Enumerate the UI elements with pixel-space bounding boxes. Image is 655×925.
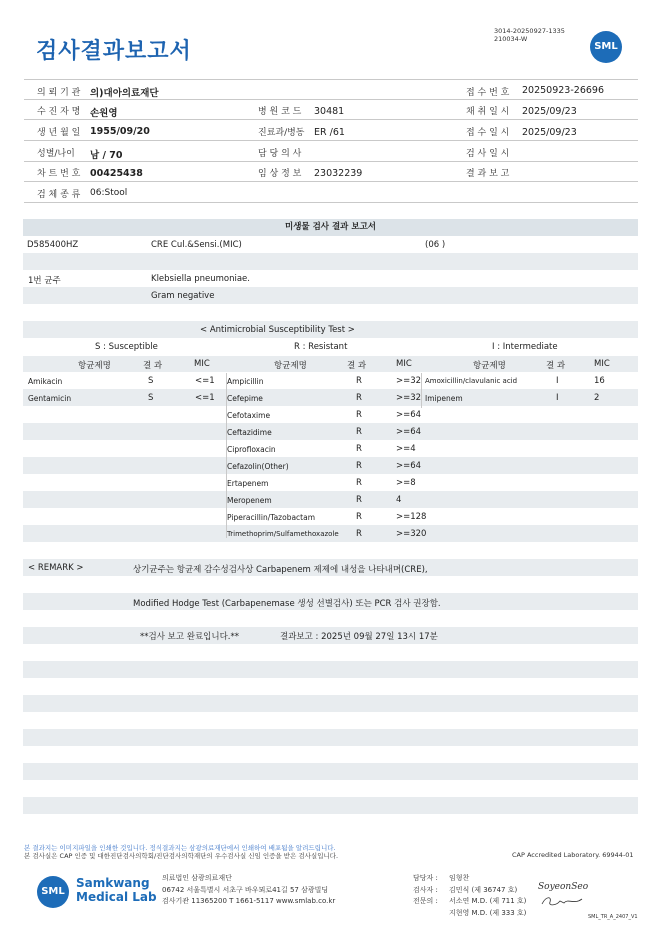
institution-value: 의)대아의료재단	[90, 88, 159, 99]
drug-name: Meropenem	[227, 496, 272, 505]
footer-blue-note: 본 결과지는 이미지파일을 인쇄한 것입니다. 정식결과지는 삼광의료재단에서 인쇄하여 배포됨을 알려드립니다.	[24, 844, 336, 852]
signature: SoyeonSeo	[538, 882, 589, 892]
drug-name: Ertapenem	[227, 479, 269, 488]
row-band	[23, 389, 638, 406]
column-header: 결 과	[546, 361, 566, 371]
test-name: CRE Cul.&Sensi.(MIC)	[151, 240, 242, 250]
drug-mic: <=1	[195, 376, 215, 386]
field-label: 성별/나이	[37, 149, 75, 159]
drug-mic: >=128	[396, 512, 427, 522]
row-band	[23, 729, 638, 746]
column-header: 항균제명	[274, 361, 307, 371]
section-title: 미생물 검사 결과 보고서	[23, 219, 638, 236]
footer-cap-note: CAP Accredited Laboratory. 69944-01	[512, 851, 634, 859]
divider	[24, 181, 638, 182]
organism-gram: Gram negative	[151, 291, 215, 301]
row-band	[23, 661, 638, 678]
field-label: 의 뢰 기 관	[37, 88, 81, 98]
birth-date: 1955/09/20	[90, 126, 150, 137]
row-band	[23, 457, 638, 474]
drug-mic: >=64	[396, 410, 422, 420]
drug-mic: >=4	[396, 444, 416, 454]
patient-name: 손원영	[90, 108, 118, 119]
drug-name: Ciprofloxacin	[227, 445, 276, 454]
staff-row	[413, 908, 526, 920]
form-code: SML_TR_A_2407_V1	[588, 914, 638, 920]
row-band	[23, 423, 638, 440]
column-header: MIC	[594, 359, 610, 369]
drug-result: S	[148, 393, 154, 403]
staff-row	[413, 896, 526, 908]
clinical-info: 23032239	[314, 168, 363, 179]
drug-mic: <=1	[195, 393, 215, 403]
signature-scribble	[540, 894, 584, 908]
staff-role: 전문의 :	[413, 897, 438, 905]
drug-name: Amoxicillin/clavulanic acid	[425, 377, 518, 385]
field-label: 결 과 보 고	[466, 169, 510, 179]
drug-result: I	[556, 393, 559, 403]
row-band	[23, 287, 638, 304]
org-info	[162, 873, 335, 908]
staff-row	[413, 885, 526, 897]
drug-name: Imipenem	[425, 394, 463, 403]
legend-susceptible: S : Susceptible	[95, 342, 158, 352]
drug-mic: >=320	[396, 529, 427, 539]
document-id-line: 210034-W	[494, 35, 528, 43]
hospital-code: 30481	[314, 106, 345, 117]
drug-result: S	[148, 376, 154, 386]
drug-name: Cefepime	[227, 394, 263, 403]
test-suffix: (06 )	[425, 240, 446, 250]
complete-text: **검사 보고 완료입니다.**	[140, 632, 240, 642]
field-label: 접 수 번 호	[466, 88, 510, 98]
divider	[24, 202, 638, 203]
drug-result: R	[356, 529, 362, 539]
divider	[24, 79, 638, 80]
drug-mic: >=32	[396, 393, 422, 403]
column-divider	[421, 373, 422, 408]
field-label: 채 취 일 시	[466, 107, 510, 117]
brand-name	[76, 876, 157, 904]
remark-line: Modified Hodge Test (Carbapenemase 생성 선별검사) 또는 PCR 검사 권장함.	[133, 599, 441, 609]
drug-result: I	[556, 376, 559, 386]
divider	[24, 99, 638, 100]
field-label: 임 상 정 보	[258, 169, 302, 179]
staff-role: 담당자 :	[413, 874, 438, 882]
collection-date: 2025/09/23	[522, 106, 577, 117]
staff-name: 서소연 M.D. (제 711 호)	[449, 897, 527, 905]
report-title: 검사결과보고서	[36, 39, 192, 64]
column-header: 결 과	[143, 361, 163, 371]
drug-mic: 16	[594, 376, 605, 386]
org-address: 06742 서울특별시 서초구 바우뫼로41길 57 삼광빌딩	[162, 885, 329, 894]
specimen-type: 06:Stool	[90, 188, 128, 198]
staff-row	[413, 873, 526, 885]
column-header: 결 과	[347, 361, 367, 371]
divider	[24, 119, 638, 120]
drug-result: R	[356, 461, 362, 471]
drug-name: Piperacillin/Tazobactam	[227, 513, 316, 522]
drug-name: Ampicillin	[227, 377, 264, 386]
row-band	[23, 253, 638, 270]
field-label: 생 년 월 일	[37, 128, 81, 138]
drug-mic: 4	[396, 495, 402, 505]
field-label: 병 원 코 드	[258, 107, 302, 117]
org-contact: 검사기관 11365200 T 1661-5117 www.smlab.co.kr	[162, 897, 336, 905]
drug-name: Trimethoprim/Sulfamethoxazole	[227, 530, 339, 538]
chart-number: 00425438	[90, 168, 143, 179]
sex-age: 남 / 70	[90, 150, 123, 161]
legend-intermediate: I : Intermediate	[492, 342, 558, 352]
department-ward: ER /61	[314, 127, 345, 138]
ast-title: < Antimicrobial Susceptibility Test >	[200, 325, 355, 335]
staff-list	[413, 873, 526, 919]
staff-role: 검사자 :	[413, 885, 438, 894]
org-name: 의료법인 삼광의료재단	[162, 874, 232, 882]
brand-line: Medical Lab	[76, 890, 157, 904]
column-header: MIC	[194, 359, 210, 369]
column-header: 항균제명	[473, 361, 506, 371]
accession-number: 20250923-26696	[522, 85, 605, 96]
organism-label: 1번 균주	[28, 276, 61, 286]
legend-resistant: R : Resistant	[294, 342, 348, 352]
divider	[24, 140, 638, 141]
drug-mic: >=32	[396, 376, 422, 386]
field-label: 수 진 자 명	[37, 107, 81, 117]
report-time: 결과보고 : 2025년 09월 27일 13시 17분	[280, 632, 438, 642]
sml-logo: SML	[590, 31, 622, 63]
column-header: 항균제명	[78, 361, 111, 371]
staff-name: 김민식 (제 36747 호)	[449, 885, 518, 894]
drug-result: R	[356, 376, 362, 386]
drug-result: R	[356, 410, 362, 420]
field-label: 차 트 번 호	[37, 169, 81, 179]
field-label: 담 당 의 사	[258, 149, 302, 159]
divider	[24, 161, 638, 162]
drug-result: R	[356, 444, 362, 454]
remark-label: < REMARK >	[28, 563, 84, 573]
drug-mic: 2	[594, 393, 600, 403]
receipt-date: 2025/09/23	[522, 127, 577, 138]
field-label: 진료과/병동	[258, 128, 305, 138]
row-band	[23, 695, 638, 712]
sml-footer-logo: SML	[37, 876, 69, 908]
column-header: MIC	[396, 359, 412, 369]
field-label: 검 체 종 류	[37, 190, 81, 200]
drug-result: R	[356, 393, 362, 403]
drug-mic: >=8	[396, 478, 416, 488]
drug-mic: >=64	[396, 427, 422, 437]
drug-result: R	[356, 512, 362, 522]
field-label: 접 수 일 시	[466, 128, 510, 138]
field-label: 검 사 일 시	[466, 149, 510, 159]
drug-name: Gentamicin	[28, 394, 72, 403]
staff-name: 임형찬	[449, 874, 470, 882]
drug-result: R	[356, 495, 362, 505]
brand-line: Samkwang	[76, 876, 150, 890]
remark-line: 상기균주는 항균제 감수성검사상 Carbapenem 제제에 내성을 나타내며(CRE),	[133, 565, 428, 575]
row-band	[23, 763, 638, 780]
staff-name: 지현영 M.D. (제 333 호)	[449, 908, 527, 917]
row-band	[23, 491, 638, 508]
organism-name: Klebsiella pneumoniae.	[151, 274, 250, 284]
test-code: D585400HZ	[27, 240, 79, 250]
drug-name: Cefotaxime	[227, 411, 271, 420]
drug-name: Ceftazidime	[227, 428, 272, 437]
document-id	[494, 27, 565, 43]
footer-cert-note: 본 검사실은 CAP 인증 및 대한진단검사의학회/진단검사의학재단의 우수검사실 신임 인증을 받은 검사실입니다.	[24, 852, 339, 860]
drug-result: R	[356, 478, 362, 488]
drug-mic: >=64	[396, 461, 422, 471]
drug-result: R	[356, 427, 362, 437]
row-band	[23, 797, 638, 814]
drug-name: Amikacin	[28, 377, 63, 386]
drug-name: Cefazolin(Other)	[227, 462, 289, 471]
document-id-line: 3014-20250927-1335	[494, 27, 565, 35]
